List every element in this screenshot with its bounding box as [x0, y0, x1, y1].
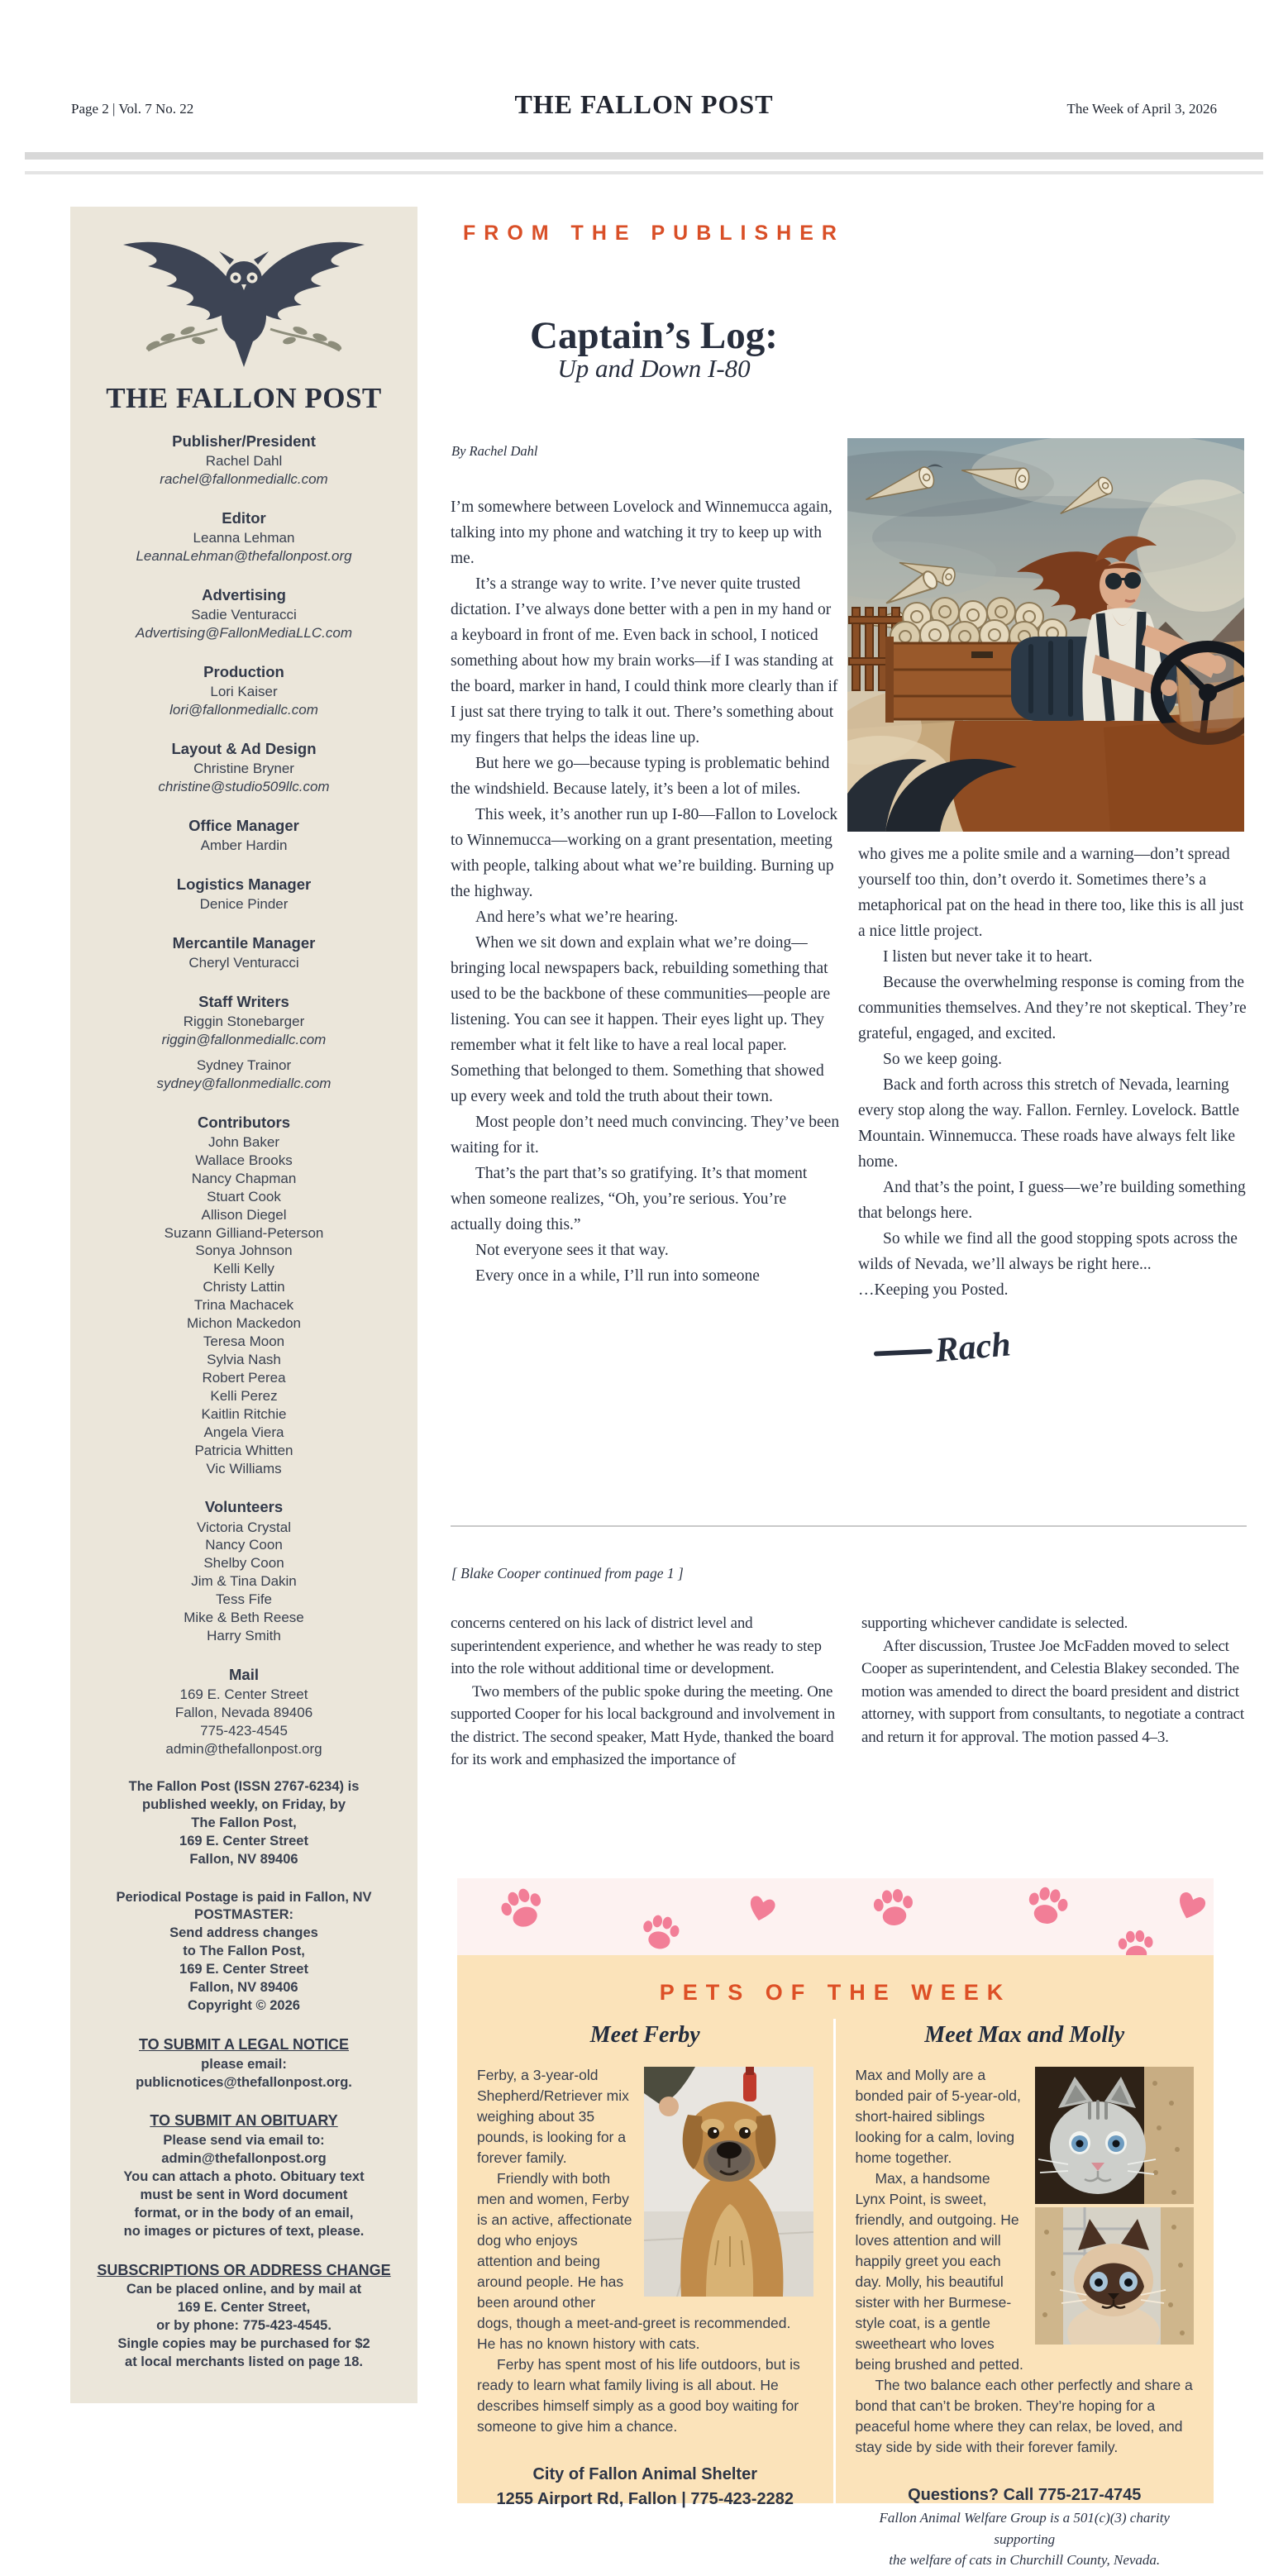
pet-title-ferby: Meet Ferby	[589, 2022, 700, 2048]
masthead-line: no images or pictures of text, please.	[123, 2223, 365, 2239]
pet-paragraph: Max, a handsome Lynx Point, is sweet, friendly, and outgoing. He loves attention and will happily greet you each day. Molly, his beautiful sister with her Burmese-style coat, is a gentle sweetheart who loves being brushed and petted.	[855, 2170, 1023, 2373]
masthead-section	[77, 933, 411, 972]
ferby-photo	[644, 2067, 813, 2297]
masthead-line: Rachel Dahl	[205, 453, 283, 470]
masthead-line: The Fallon Post,	[191, 1815, 297, 1830]
shelter-name: City of Fallon Animal Shelter	[532, 2465, 757, 2483]
masthead-section	[77, 2035, 411, 2092]
masthead-line: Jim & Tina Dakin	[191, 1573, 297, 1590]
masthead-section-heading: Advertising	[202, 585, 286, 603]
captains-log-column-2	[858, 842, 1248, 1374]
charity-note-line1: Fallon Animal Welfare Group is a 501(c)(3) charity supporting	[879, 2510, 1170, 2547]
masthead-line: 775-423-4545	[200, 1722, 288, 1739]
masthead-line: Tess Fife	[215, 1591, 273, 1608]
masthead-sidebar	[70, 207, 417, 2403]
article-paragraph: This week, it’s another run up I-80—Fallon to Lovelock to Winnemucca—working on a grant presentation, meeting with people, talking about what we’re building. Burning up the highway.	[451, 806, 838, 900]
pet-paragraph: The two balance each other perfectly and share a bond that can’t be broken. They’re hoping for a peaceful home where they can relax, be loved, and stay side by side with their forever family.	[855, 2377, 1193, 2455]
masthead-line: Periodical Postage is paid in Fallon, NV	[116, 1889, 372, 1905]
masthead-line: published weekly, on Friday, by	[141, 1796, 346, 1812]
header-rule	[25, 152, 1263, 160]
masthead-line: Shelby Coon	[203, 1555, 284, 1572]
article-paragraph: That’s the part that’s so gratifying. It’s that moment when someone realizes, “Oh, you’re serious. You’re actually doing this.”	[451, 1165, 808, 1233]
masthead-section	[77, 1113, 411, 1478]
masthead-line: John Baker	[208, 1133, 279, 1150]
paw-icon	[870, 1884, 917, 1931]
continuation-paragraph: Two members of the public spoke during the meeting. One supported Cooper for his local background and involvement in the district. The second speaker, Matt Hyde, thanked the board for its work and emphasized the importance of	[451, 1682, 836, 1768]
masthead-section	[77, 992, 411, 1093]
article-paragraph: Back and forth across this stretch of Nevada, learning every stop along the way. Fallon. Fernley. Lovelock. Battle Mountain. Winnemucca. These roads have always felt like home.	[858, 1076, 1240, 1171]
masthead-line: to The Fallon Post,	[183, 1944, 305, 1959]
masthead-line: must be sent in Word document	[140, 2187, 348, 2202]
pet-paragraph: Max and Molly are a bonded pair of 5-year-old, short-haired siblings looking for a calm, loving home together.	[855, 2067, 1021, 2166]
masthead-sections	[77, 432, 411, 2372]
shelter-address-phone: 1255 Airport Rd, Fallon | 775-423-2282	[496, 2490, 794, 2508]
section-divider	[451, 1525, 1247, 1527]
masthead-line: Denice Pinder	[199, 896, 289, 913]
article-paragraph: who gives me a polite smile and a warning—don’t spread yourself too thin, don’t overdo it. Sometimes there’s a metaphorical pat on the head in there too, like this is all just a nice little project.	[858, 846, 1244, 940]
paw-print-banner	[457, 1878, 1214, 1955]
article-title: Captain’s Log:	[530, 314, 778, 358]
continuation-column-1	[451, 1612, 837, 1772]
paw-icon	[1022, 1881, 1073, 1932]
masthead-line: Kelli Perez	[210, 1387, 278, 1404]
masthead-section-heading: Mercantile Manager	[172, 933, 316, 952]
masthead-line: rachel@fallonmediallc.com	[160, 471, 328, 488]
masthead-line: Sydney Trainor	[196, 1057, 292, 1073]
ferby-footer	[477, 2462, 813, 2512]
masthead-line: Fallon, NV 89406	[189, 1980, 298, 1996]
paw-icon	[1115, 1926, 1156, 1955]
masthead-section	[77, 1889, 411, 2016]
masthead-section-heading: Volunteers	[204, 1498, 284, 1516]
masthead-line: Victoria Crystal	[197, 1519, 291, 1535]
pet-paragraph: Ferby has spent most of his life outdoors, but is ready to learn what family living is all about. He describes himself simply as a good boy waiting for someone to give him a chance.	[477, 2356, 800, 2435]
paw-icon	[494, 1881, 551, 1937]
masthead-section-heading: Editor	[222, 508, 266, 527]
article-paragraph: It’s a strange way to write. I’ve never quite trusted dictation. I’ve always done better with a pen in my hand or a keyboard in front of me. Even back in school, I noticed something about how my brain works—if I was standing at the board, marker in hand, I could think more clearly than if I just sat there trying to talk it out. There’s something about my fingers that helps the ideas line up.	[451, 575, 838, 747]
page-number-volume: Page 2 | Vol. 7 No. 22	[71, 101, 194, 117]
masthead-line: please email:	[201, 2056, 287, 2072]
section-kicker: FROM THE PUBLISHER	[463, 222, 845, 245]
article-paragraph: And that’s the point, I guess—we’re building something that belongs here.	[858, 1179, 1246, 1222]
masthead-section-heading: Layout & Ad Design	[171, 739, 317, 757]
max-molly-footer	[856, 2483, 1195, 2571]
article-paragraph: Every once in a while, I’ll run into someone	[475, 1267, 760, 1285]
masthead-line: 169 E. Center Street,	[177, 2300, 311, 2316]
continuation-paragraph: After discussion, Trustee Joe McFadden moved to select Cooper as superintendent, and Celestia Blakey seconded. The motion was amended to direct the board president and district attorney, with support from consultants, to negotiate a contract and return it for approval. The motion passed 4–3.	[861, 1637, 1244, 1746]
masthead-line: Allison Diegel	[201, 1206, 287, 1223]
masthead-section	[77, 2261, 411, 2372]
masthead-line: Please send via email to:	[163, 2132, 325, 2148]
article-paragraph: So we keep going.	[883, 1051, 1003, 1068]
masthead-line: 169 E. Center Street	[179, 1686, 308, 1703]
captains-log-photo	[847, 438, 1244, 832]
article-paragraph: Because the overwhelming response is coming from the communities themselves. And they’re not skeptical. They’re grateful, engaged, and excited.	[858, 974, 1247, 1042]
masthead-line: Advertising@FallonMediaLLC.com	[136, 624, 352, 641]
masthead-line: Kaitlin Ritchie	[201, 1405, 287, 1422]
article-paragraph: I’m somewhere between Lovelock and Winnemucca again, talking into my phone and watching it try to keep up with me.	[451, 499, 832, 567]
article-paragraph: So while we find all the good stopping spots across the wilds of Nevada, we’ll always be right here...	[858, 1230, 1238, 1273]
masthead-section-heading: Mail	[229, 1666, 259, 1684]
masthead-section-heading: Contributors	[197, 1113, 290, 1131]
masthead-line: Cheryl Venturacci	[188, 955, 299, 971]
owl-logo-icon	[112, 225, 376, 380]
masthead-section	[77, 739, 411, 796]
masthead-section	[77, 1497, 411, 1645]
header-rule-thin	[25, 171, 1263, 174]
masthead-line: Angela Viera	[203, 1424, 284, 1440]
masthead-line: Christy Lattin	[203, 1279, 285, 1295]
masthead-section-heading: Staff Writers	[198, 992, 289, 1010]
masthead-title: THE FALLON POST	[106, 382, 382, 414]
pet-column-ferby	[477, 2019, 836, 2571]
article-paragraph: I listen but never take it to heart.	[883, 948, 1093, 966]
masthead-line: Copyright © 2026	[188, 1998, 300, 2014]
masthead-line: Nancy Coon	[205, 1537, 283, 1553]
masthead-line: lori@fallonmediallc.com	[169, 701, 318, 718]
charity-note-line2: the welfare of cats in Churchill County, Nevada.	[889, 2552, 1161, 2568]
pet-column-max-molly	[836, 2019, 1195, 2571]
masthead-section	[77, 875, 411, 914]
pet-paragraph: Friendly with both men and women, Ferby is an active, affectionate dog who enjoys attention and being around people. He has been around other dogs, though a meet-and-greet is recommended. He has no known history with cats.	[477, 2170, 791, 2352]
masthead-line: Trina Machacek	[193, 1297, 294, 1314]
masthead-section	[77, 2111, 411, 2240]
pets-of-the-week-panel	[457, 1955, 1214, 2568]
continuation-paragraph: concerns centered on his lack of district level and superintendent experience, and whether he was ready to step into the role without additional time or development.	[451, 1615, 822, 1677]
article-paragraph: When we sit down and explain what we’re doing—bringing local newspapers back, rebuilding something that used to be the backbone of these communities—people are listening. You can see it happen. Their eyes light up. They remember what it felt like to have a real local paper. Something that belonged to them. Something that showed up every week and told the truth about their town.	[451, 934, 831, 1105]
masthead-line: christine@studio509llc.com	[158, 778, 330, 794]
masthead-line: Sylvia Nash	[207, 1351, 281, 1367]
masthead-line: Sadie Venturacci	[191, 607, 297, 623]
newspaper-name-header: THE FALLON POST	[514, 89, 774, 119]
masthead-section	[77, 432, 411, 489]
heart-icon	[1171, 1887, 1211, 1928]
article-paragraph: …Keeping you Posted.	[858, 1281, 1009, 1299]
masthead-line: Patricia Whitten	[194, 1442, 293, 1458]
masthead-line: riggin@fallonmediallc.com	[161, 1032, 327, 1048]
masthead-section-heading: Office Manager	[188, 816, 299, 834]
continuation-column-2	[861, 1612, 1248, 1748]
masthead-line: admin@thefallonpost.org	[165, 1740, 322, 1757]
masthead-line: Wallace Brooks	[195, 1152, 293, 1168]
captains-log-column-1	[451, 494, 841, 1289]
masthead-section-heading: Production	[203, 662, 284, 680]
article-paragraph: Not everyone sees it that way.	[475, 1242, 669, 1259]
masthead-line: Kelli Kelly	[213, 1261, 274, 1277]
masthead-line: Christine Bryner	[193, 761, 294, 776]
masthead-section-heading: Publisher/President	[172, 432, 316, 450]
masthead-line: Fallon, Nevada 89406	[174, 1705, 313, 1721]
masthead-line: or by phone: 775-423-4545.	[156, 2317, 332, 2333]
pets-heading: PETS OF THE WEEK	[659, 1980, 1012, 2005]
masthead-line: Riggin Stonebarger	[183, 1014, 305, 1030]
publisher-signature	[873, 1316, 1063, 1374]
continuation-note: [ Blake Cooper continued from page 1 ]	[451, 1565, 684, 1581]
masthead-section	[77, 816, 411, 855]
masthead-section-heading: SUBSCRIPTIONS OR ADDRESS CHANGE	[97, 2261, 391, 2278]
masthead-section-heading: TO SUBMIT AN OBITUARY	[150, 2112, 338, 2130]
molly-photo	[1035, 2207, 1194, 2345]
masthead-section-heading: Logistics Manager	[176, 875, 312, 893]
masthead-line: Suzann Gilliand-Peterson	[164, 1224, 324, 1241]
masthead-line: POSTMASTER:	[193, 1907, 294, 1923]
paw-icon	[637, 1910, 684, 1955]
masthead-line: Lori Kaiser	[210, 684, 278, 700]
heart-icon	[743, 1891, 780, 1928]
masthead-section	[77, 1665, 411, 1758]
article-paragraph: Most people don’t need much convincing. They’ve been waiting for it.	[451, 1114, 840, 1157]
masthead-section	[77, 1778, 411, 1869]
masthead-section	[77, 508, 411, 565]
masthead-line: publicnotices@thefallonpost.org.	[136, 2074, 352, 2090]
masthead-line: Mike & Beth Reese	[184, 1610, 304, 1626]
masthead-line: Nancy Chapman	[191, 1170, 297, 1186]
masthead-line: admin@thefallonpost.org	[161, 2150, 327, 2166]
masthead-line: Leanna Lehman	[193, 530, 295, 546]
issue-date: The Week of April 3, 2026	[1066, 101, 1217, 117]
masthead-section	[77, 662, 411, 719]
masthead-line: Teresa Moon	[203, 1333, 285, 1350]
masthead-line: sydney@fallonmediallc.com	[156, 1075, 332, 1091]
masthead-line: Can be placed online, and by mail at	[126, 2282, 362, 2297]
masthead-line: Harry Smith	[207, 1628, 281, 1644]
masthead-line: Robert Perea	[202, 1369, 286, 1386]
masthead-line: Single copies may be purchased for $2	[117, 2335, 370, 2351]
article-paragraph: And here’s what we’re hearing.	[475, 909, 679, 926]
masthead-line: 169 E. Center Street	[179, 1833, 308, 1849]
masthead-line: at local merchants listed on page 18.	[125, 2354, 363, 2369]
article-subtitle: Up and Down I-80	[557, 354, 751, 383]
masthead-section	[77, 585, 411, 642]
questions-phone: Questions? Call 775-217-4745	[908, 2486, 1142, 2504]
masthead-line: LeannaLehman@thefallonpost.org	[136, 548, 352, 565]
continuation-paragraph: supporting whichever candidate is selected.	[861, 1615, 1128, 1632]
masthead-line: Send address changes	[169, 1925, 318, 1941]
pet-paragraph: Ferby, a 3-year-old Shepherd/Retriever mix weighing about 35 pounds, is looking for a forever family.	[477, 2067, 629, 2166]
max-photo	[1035, 2067, 1194, 2204]
article-paragraph: But here we go—because typing is problematic behind the windshield. Because lately, it’s been a lot of miles.	[451, 755, 830, 798]
masthead-line: 169 E. Center Street	[179, 1962, 308, 1977]
masthead-line: Stuart Cook	[207, 1188, 281, 1205]
masthead-line: Michon Mackedon	[187, 1315, 301, 1332]
masthead-line: Fallon, NV 89406	[189, 1851, 298, 1867]
masthead-line: format, or in the body of an email,	[134, 2205, 354, 2221]
masthead-line: Vic Williams	[206, 1460, 282, 1476]
masthead-line: The Fallon Post (ISSN 2767-6234) is	[128, 1778, 360, 1794]
masthead-line: You can attach a photo. Obituary text	[123, 2168, 365, 2184]
article-byline: By Rachel Dahl	[451, 443, 538, 459]
max-molly-photos	[1035, 2067, 1194, 2345]
masthead-line: Sonya Johnson	[195, 1243, 293, 1259]
masthead-line: Amber Hardin	[200, 837, 288, 853]
masthead-section-heading: TO SUBMIT A LEGAL NOTICE	[138, 2036, 349, 2054]
svg-text:Rach: Rach	[933, 1324, 1013, 1371]
pet-title-max-molly: Meet Max and Molly	[924, 2022, 1125, 2048]
